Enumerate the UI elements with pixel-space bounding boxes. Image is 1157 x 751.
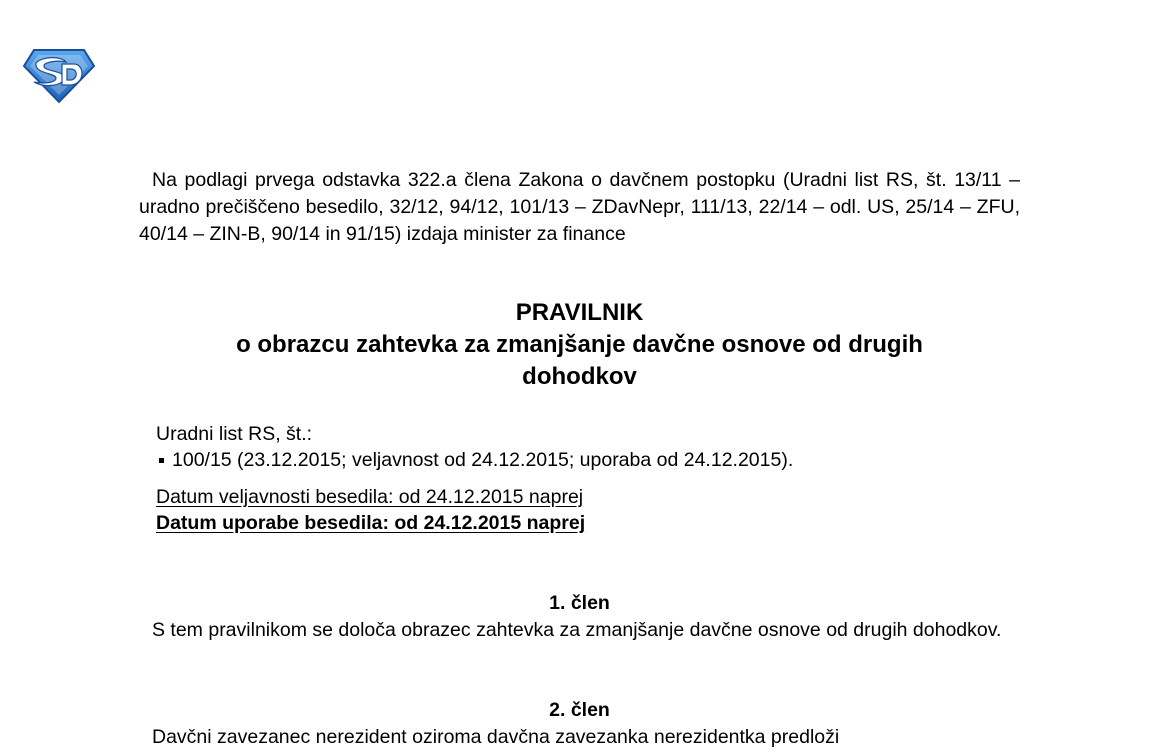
use-date-link[interactable]: Datum uporabe besedila: od 24.12.2015 naprej [156, 512, 586, 534]
gazette-reference [156, 421, 1006, 473]
title-line-3: dohodkov [522, 363, 637, 390]
article-1-text: S tem pravilnikom se določa obrazec zahtevka za zmanjšanje davčne osnove od drugih dohodkov. [152, 619, 1002, 641]
title-line-2: o obrazcu zahtevka za zmanjšanje davčne osnove od drugih [236, 331, 923, 358]
article-2-heading: 2. člen [549, 699, 610, 721]
title-main: PRAVILNIK [515, 299, 644, 326]
article-2-text: Davčni zavezanec nerezident oziroma davčna zavezanka nerezidentka predloži [152, 726, 840, 748]
sd-shield-logo-icon [22, 48, 96, 104]
document-title [139, 297, 1020, 393]
gazette-item-text: 100/15 (23.12.2015; veljavnost od 24.12.2015; uporaba od 24.12.2015). [172, 449, 794, 471]
gazette-list-item [156, 447, 1006, 473]
validity-date-link[interactable]: Datum veljavnosti besedila: od 24.12.2015 naprej [156, 486, 584, 508]
gazette-label: Uradni list RS, št.: [156, 423, 313, 445]
intro-paragraph: Na podlagi prvega odstavka 322.a člena Zakona o davčnem postopku (Uradni list RS, št. 13/11 – uradno prečiščeno besedilo, 32/12, 94/12, 101/13 – ZDavNepr, 111/13, 22/14 – odl. US, 25/14 – ZFU, 40/14 – ZIN-B, 90/14 in 91/15) izdaja minister za finance [139, 169, 1020, 245]
bullet-icon [159, 458, 164, 463]
dates-block [156, 484, 585, 536]
article-1-heading: 1. člen [549, 592, 610, 614]
